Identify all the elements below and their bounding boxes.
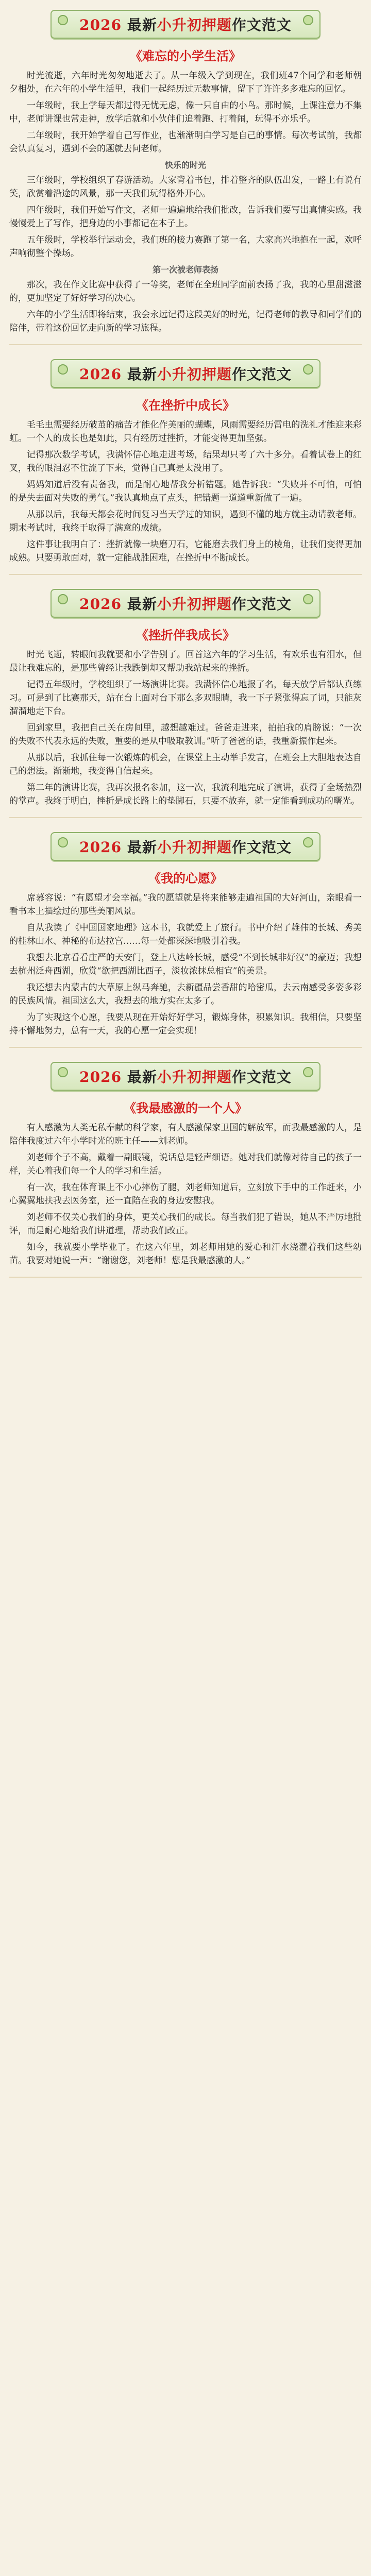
essay-paragraph: 回到家里，我把自己关在房间里，越想越难过。爸爸走进来，拍拍我的肩膀说：“一次的失败不代表永远的失败，重要的是从中吸取教训。”听了爸爸的话，我重新振作起来。 xyxy=(9,723,362,747)
essay-paragraph: 六年的小学生活即将结束，我会永远记得这段美好的时光，记得老师的教导和同学们的陪伴，带着这份回忆走向新的学习旅程。 xyxy=(9,310,362,333)
section-heading: 第一次被老师表扬 xyxy=(152,265,218,275)
essay-paragraph: 时光飞逝，转眼间我就要和小学告别了。回首这六年的学习生活，有欢乐也有泪水，但最让我难忘的，是那些曾经让我跌倒却又帮助我站起来的挫折。 xyxy=(9,650,362,673)
essay-paragraph: 第二年的演讲比赛，我再次报名参加，这一次，我流利地完成了演讲，获得了全场热烈的掌声。我终于明白，挫折是成长路上的垫脚石，只要不放弃，就一定能看到成功的曙光。 xyxy=(9,783,362,806)
essay-paragraph: 从那以后，我抓住每一次锻炼的机会，在课堂上主动举手发言，在班会上大胆地表达自己的想法。渐渐地，我变得自信起来。 xyxy=(9,753,362,776)
essay-banner xyxy=(50,10,321,39)
essay-paragraph: 一年级时，我上学每天都过得无忧无虑，像一只自由的小鸟。那时候，上课注意力不集中，老师讲课也常走神，放学后就和小伙伴们追着跑、打着闹，玩得不亦乐乎。 xyxy=(9,100,362,124)
banner-title xyxy=(79,363,292,384)
essay-paragraph: 如今，我就要小学毕业了。在这六年里，刘老师用她的爱心和汗水浇灌着我们这些幼苗。我要对她说一声：“谢谢您，刘老师！您是我最感激的人。” xyxy=(9,1242,362,1266)
essay-paragraph: 二年级时，我开始学着自己写作业，也渐渐明白学习是自己的事情。每次考试前，我都会认真复习，遇到不会的题就去问老师。 xyxy=(9,130,362,154)
essay-paragraph: 记得五年级时，学校组织了一场演讲比赛。我满怀信心地报了名，每天放学后都认真练习。可是到了比赛那天，站在台上面对台下那么多双眼睛，我一下子紧张得忘了词，只能灰溜溜地走下台。 xyxy=(9,680,362,717)
banner-prefix: 最新 xyxy=(122,366,157,383)
banner-year: 2026 xyxy=(79,596,122,613)
essay-paragraph: 这件事让我明白了：挫折就像一块磨刀石，它能磨去我们身上的棱角，让我们变得更加成熟。只要勇敢面对，就一定能战胜困难，在挫折中不断成长。 xyxy=(9,539,362,563)
essay-paragraph: 妈妈知道后没有责备我，而是耐心地帮我分析错题。她告诉我：“失败并不可怕，可怕的是失去面对失败的勇气。”我认真地点了点头，把错题一道道重新做了一遍。 xyxy=(9,480,362,503)
essay-banner xyxy=(50,589,321,618)
essay-banner xyxy=(50,359,321,388)
banner-highlight: 小升初押题 xyxy=(157,16,232,33)
essay-section xyxy=(0,1052,371,1282)
banner-title xyxy=(79,1066,292,1087)
section-divider xyxy=(9,817,362,818)
banner-prefix: 最新 xyxy=(122,596,157,613)
banner-suffix: 作文范文 xyxy=(231,16,292,33)
banner-prefix: 最新 xyxy=(122,839,157,856)
section-heading: 快乐的时光 xyxy=(164,160,206,170)
banner-prefix: 最新 xyxy=(122,1069,157,1086)
essay-banner xyxy=(50,832,321,861)
article-list xyxy=(0,0,371,1282)
banner-year: 2026 xyxy=(79,366,122,383)
banner-highlight: 小升初押题 xyxy=(157,596,232,613)
essay-section xyxy=(0,349,371,579)
essay-paragraph: 我还想去内蒙古的大草原上纵马奔驰，去新疆品尝香甜的哈密瓜，去云南感受多姿多彩的民族风情。祖国这么大，我想去的地方实在太多了。 xyxy=(9,982,362,1006)
essay-paragraph: 刘老师不仅关心我们的身体，更关心我们的成长。每当我们犯了错误，她从不严厉地批评，而是耐心地给我们讲道理，帮助我们改正。 xyxy=(9,1212,362,1236)
banner-suffix: 作文范文 xyxy=(231,1069,292,1086)
banner-highlight: 小升初押题 xyxy=(157,839,232,856)
section-divider xyxy=(9,344,362,345)
essay-paragraph: 从那以后，我每天都会花时间复习当天学过的知识，遇到不懂的地方就主动请教老师。期末考试时，我终于取得了满意的成绩。 xyxy=(9,510,362,533)
essay-section xyxy=(0,0,371,349)
essay-paragraph: 三年级时，学校组织了春游活动。大家背着书包，排着整齐的队伍出发，一路上有说有笑，欣赏着沿途的风景，那一天我们玩得格外开心。 xyxy=(9,175,362,199)
essay-paragraph: 我想去北京看看庄严的天安门，登上八达岭长城，感受“不到长城非好汉”的豪迈；我想去杭州泛舟西湖，欣赏“欲把西湖比西子，淡妆浓抹总相宜”的美景。 xyxy=(9,953,362,976)
banner-title xyxy=(79,836,292,857)
essay-paragraph: 五年级时，学校举行运动会，我们班的接力赛跑了第一名，大家高兴地抱在一起，欢呼声响彻整个操场。 xyxy=(9,235,362,259)
essay-title: 《我的心愿》 xyxy=(148,871,223,886)
essay-title: 《挫折伴我成长》 xyxy=(136,628,235,642)
essay-section xyxy=(0,579,371,822)
essay-paragraph: 时光流逝，六年时光匆匆地逝去了。从一年级入学到现在，我们班47个同学和老师朝夕相处，在六年的小学生活里，我们一起经历过无数事情，留下了许许多多难忘的回忆。 xyxy=(9,71,362,94)
essay-banner xyxy=(50,1062,321,1091)
banner-prefix: 最新 xyxy=(122,16,157,33)
essay-paragraph: 毛毛虫需要经历破茧的痛苦才能化作美丽的蝴蝶，风雨需要经历雷电的洗礼才能迎来彩虹。一个人的成长也是如此，只有经历过挫折，才能变得更加坚强。 xyxy=(9,420,362,444)
banner-title xyxy=(79,593,292,614)
banner-year: 2026 xyxy=(79,839,122,856)
essay-paragraph: 四年级时，我们开始写作文，老师一遍遍地给我们批改，告诉我们要写出真情实感。我慢慢爱上了写作，把身边的小事都记在本子上。 xyxy=(9,205,362,229)
essay-paragraph: 刘老师个子不高，戴着一副眼镜，说话总是轻声细语。她对我们就像对待自己的孩子一样，关心着我们每一个人的学习和生活。 xyxy=(9,1153,362,1176)
banner-highlight: 小升初押题 xyxy=(157,1069,232,1086)
banner-suffix: 作文范文 xyxy=(231,596,292,613)
banner-title xyxy=(79,14,292,35)
essay-title: 《在挫折中成长》 xyxy=(136,398,235,413)
essay-title: 《我最感激的一个人》 xyxy=(124,1100,247,1115)
banner-year: 2026 xyxy=(79,16,122,33)
essay-title: 《难忘的小学生活》 xyxy=(130,48,241,63)
essay-paragraph: 席慕容说：“有愿望才会幸福。”我的愿望就是将来能够走遍祖国的大好河山，亲眼看一看书本上描绘过的那些美丽风景。 xyxy=(9,893,362,917)
banner-suffix: 作文范文 xyxy=(231,366,292,383)
section-divider xyxy=(9,1277,362,1278)
essay-paragraph: 有一次，我在体育课上不小心摔伤了腿，刘老师知道后，立刻放下手中的工作赶来，小心翼翼地扶我去医务室，还一直陪在我的身边安慰我。 xyxy=(9,1182,362,1206)
essay-paragraph: 自从我读了《中国国家地理》这本书，我就爱上了旅行。书中介绍了雄伟的长城、秀美的桂林山水、神秘的布达拉宫……每一处都深深地吸引着我。 xyxy=(9,923,362,946)
banner-highlight: 小升初押题 xyxy=(157,366,232,383)
section-divider xyxy=(9,1047,362,1048)
essay-paragraph: 记得那次数学考试，我满怀信心地走进考场，结果却只考了六十多分。看着试卷上的红叉，我的眼泪忍不住流了下来，觉得自己真是太没用了。 xyxy=(9,450,362,473)
essay-paragraph: 为了实现这个心愿，我要从现在开始好好学习，锻炼身体，积累知识。我相信，只要坚持不懈地努力，总有一天，我的心愿一定会实现！ xyxy=(9,1012,362,1036)
essay-paragraph: 有人感激为人类无私奉献的科学家，有人感激保家卫国的解放军，而我最感激的人，是陪伴我度过六年小学时光的班主任——刘老师。 xyxy=(9,1123,362,1146)
essay-section xyxy=(0,822,371,1052)
banner-year: 2026 xyxy=(79,1069,122,1086)
section-divider xyxy=(9,574,362,575)
banner-suffix: 作文范文 xyxy=(231,839,292,856)
essay-paragraph: 那次，我在作文比赛中获得了一等奖，老师在全班同学面前表扬了我，我的心里甜滋滋的，更加坚定了好好学习的决心。 xyxy=(9,280,362,303)
